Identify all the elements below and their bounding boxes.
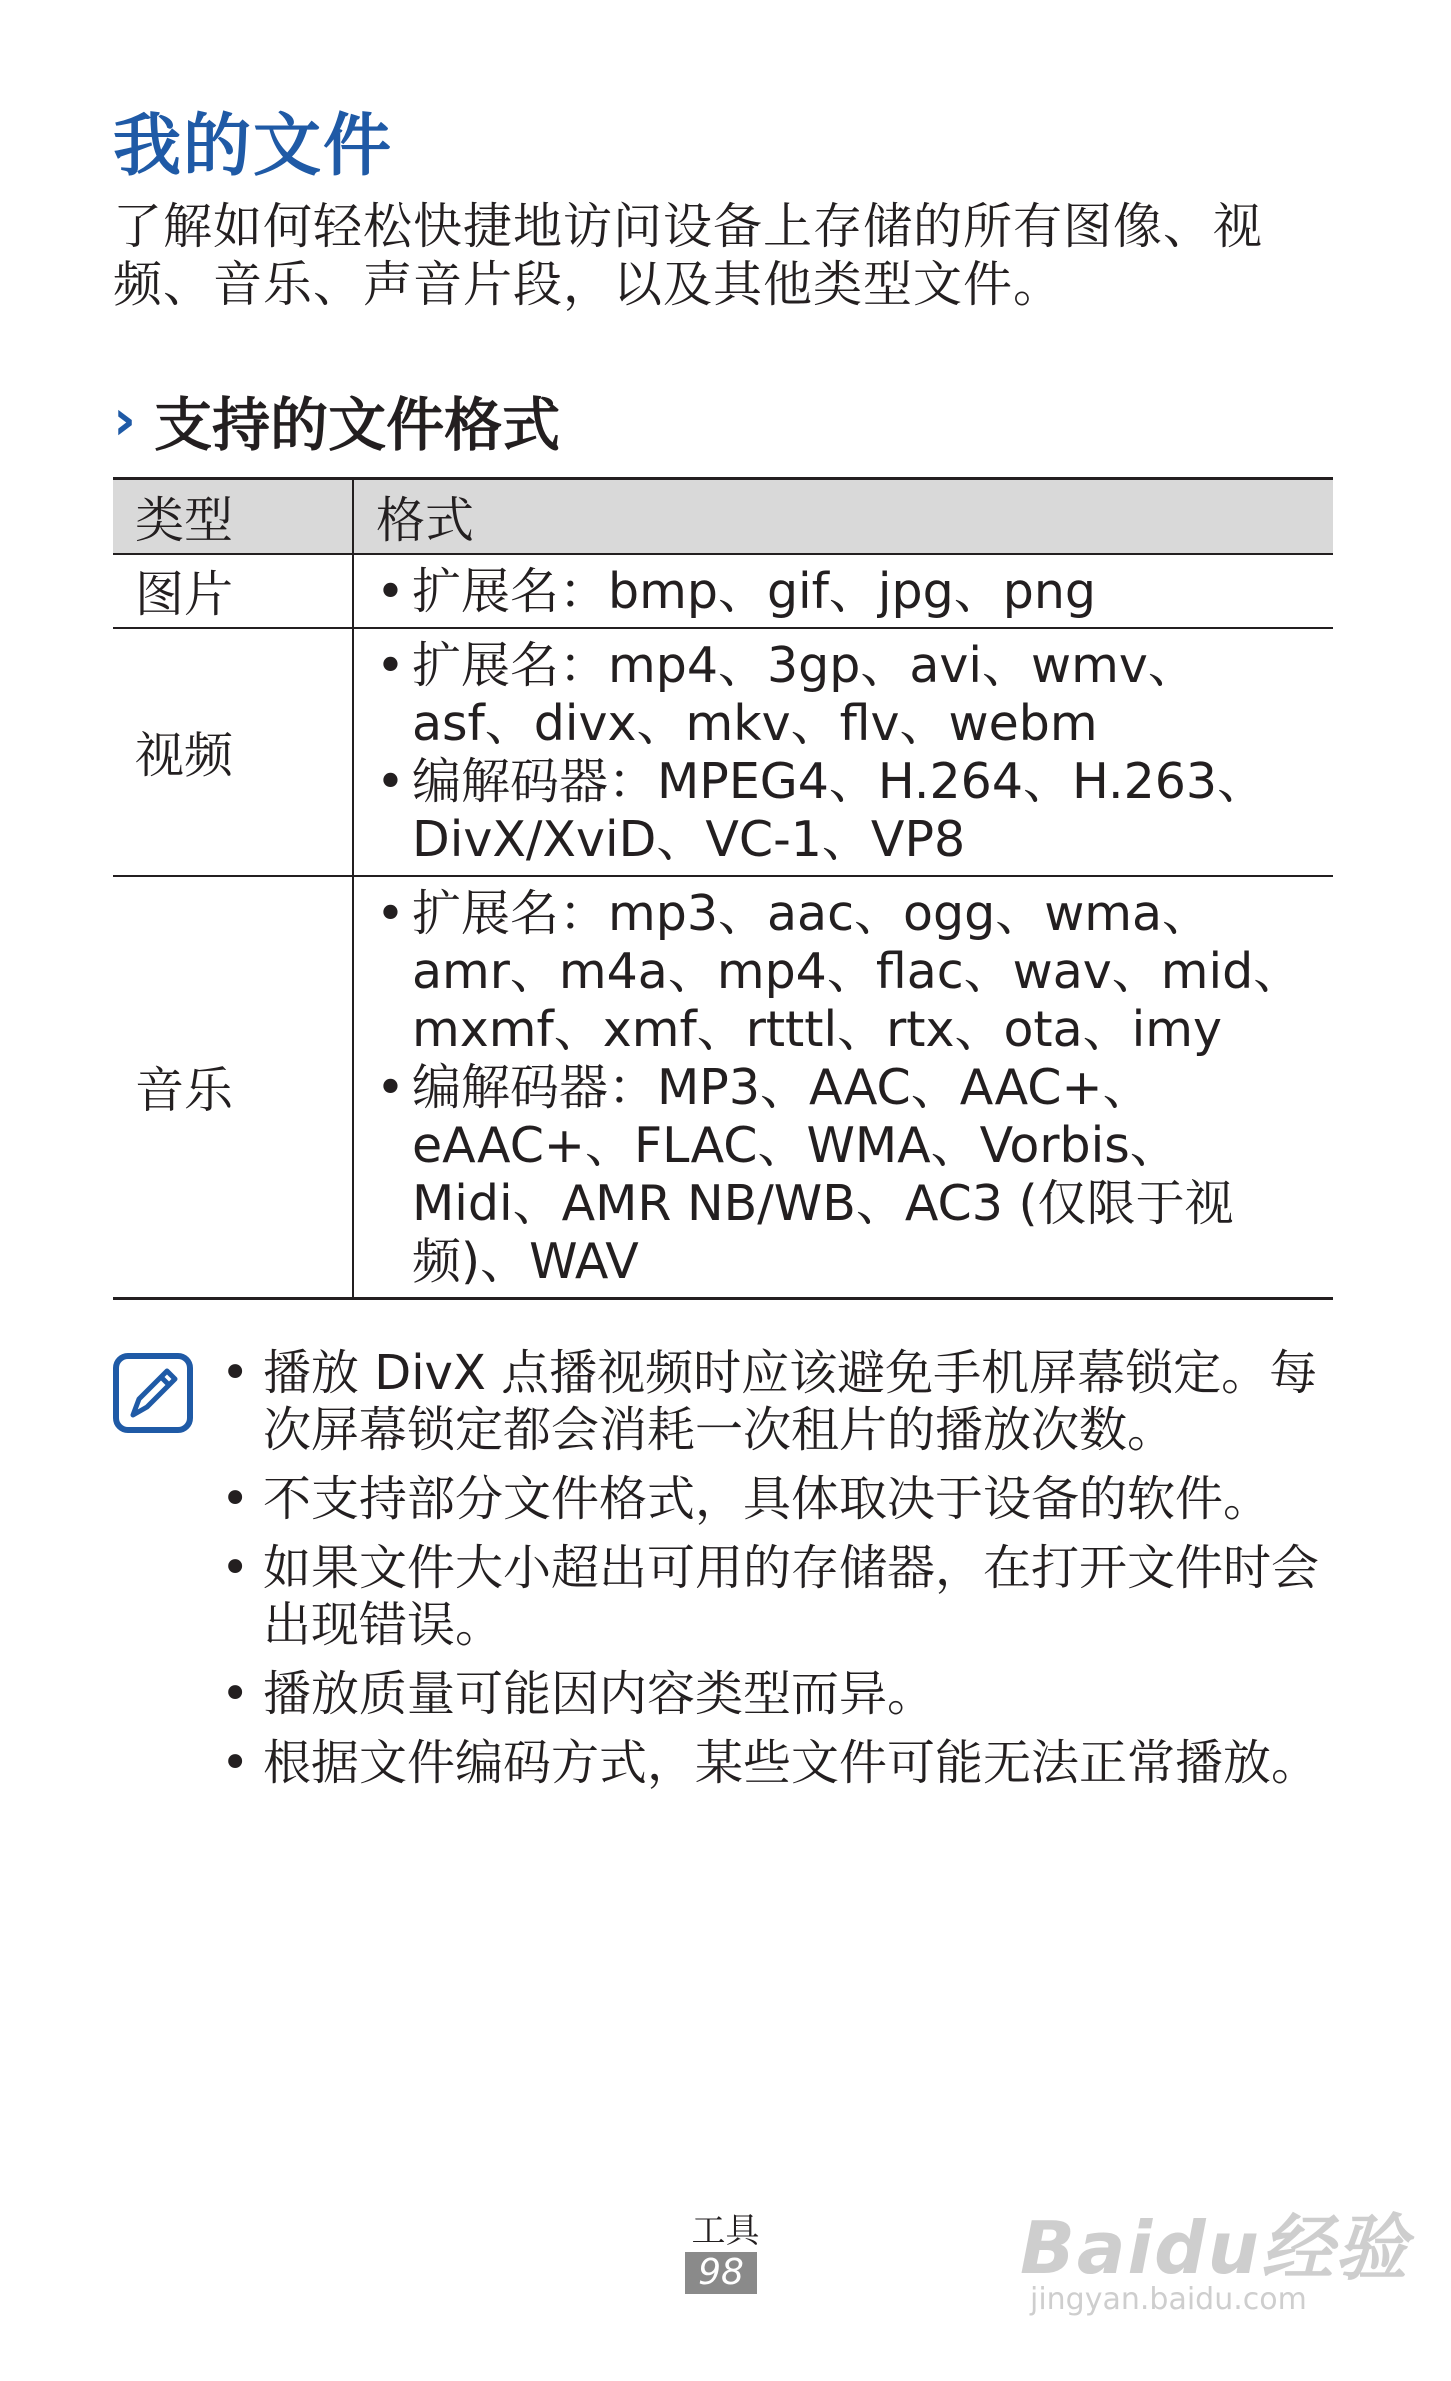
bullet-icon: • (221, 1735, 250, 1791)
list-item: • 扩展名：mp3、aac、ogg、wma、amr、m4a、mp4、flac、wav、mid、mxmf、xmf、rtttl、rtx、ota、imy (376, 885, 1303, 1058)
page-number-badge: 98 (685, 2252, 757, 2294)
note-pencil-icon (113, 1353, 193, 1433)
row-type: 视频 (113, 628, 353, 876)
table-row (113, 876, 1333, 1299)
section-title: 支持的文件格式 (154, 391, 561, 459)
list-item: • 扩展名：bmp、gif、jpg、png (376, 563, 1096, 620)
page-title: 我的文件 (113, 107, 394, 186)
list-item: • 编解码器：MPEG4、H.264、H.263、DivX/XviD、VC-1、VP8 (376, 753, 1267, 868)
bullet-icon: • (376, 885, 405, 942)
bullet-icon: • (221, 1471, 250, 1527)
header-format: 格式 (353, 479, 1333, 555)
chevron-right-icon: › (113, 387, 137, 453)
list-item: • 播放 DivX 点播视频时应该避免手机屏幕锁定。每次屏幕锁定都会消耗一次租片的播放次数。 (221, 1345, 1318, 1458)
row-type: 图片 (113, 554, 353, 628)
bullet-icon: • (376, 1059, 405, 1116)
section-heading (113, 378, 560, 462)
list-item: • 扩展名：mp4、3gp、avi、wmv、asf、divx、mkv、flv、webm (376, 637, 1197, 752)
note-list (221, 1345, 1331, 1804)
table-row (113, 554, 1333, 628)
list-item: • 根据文件编码方式，某些文件可能无法正常播放。 (221, 1735, 1320, 1791)
row-formats (353, 876, 1333, 1299)
list-item: • 播放质量可能因内容类型而异。 (221, 1666, 936, 1722)
footer-section-label: 工具 (691, 2211, 760, 2251)
watermark-url: jingyan.baidu.com (1030, 2282, 1307, 2317)
row-formats (353, 554, 1333, 628)
watermark-logo-text: Baidu经验 (1020, 2206, 1409, 2290)
bullet-icon: • (221, 1540, 250, 1596)
bullet-icon: • (221, 1345, 250, 1401)
baidu-watermark (1020, 2150, 1420, 2330)
bullet-icon: • (376, 563, 405, 620)
bullet-icon: • (221, 1666, 250, 1722)
table-header-row (113, 479, 1333, 555)
list-item: • 编解码器：MP3、AAC、AAC+、eAAC+、FLAC、WMA、Vorbis、Midi、AMR NB/WB、AC3 (仅限于视频)、WAV (376, 1059, 1234, 1290)
bullet-icon: • (376, 637, 405, 694)
formats-table (113, 477, 1333, 1300)
row-formats (353, 628, 1333, 876)
bullet-icon: • (376, 753, 405, 810)
header-type: 类型 (113, 479, 353, 555)
list-item: • 不支持部分文件格式，具体取决于设备的软件。 (221, 1471, 1272, 1527)
intro-paragraph: 了解如何轻松快捷地访问设备上存储的所有图像、视频、音乐、声音片段，以及其他类型文件。 (113, 198, 1264, 313)
list-item: • 如果文件大小超出可用的存储器，在打开文件时会出现错误。 (221, 1540, 1320, 1653)
row-type: 音乐 (113, 876, 353, 1299)
table-row (113, 628, 1333, 876)
